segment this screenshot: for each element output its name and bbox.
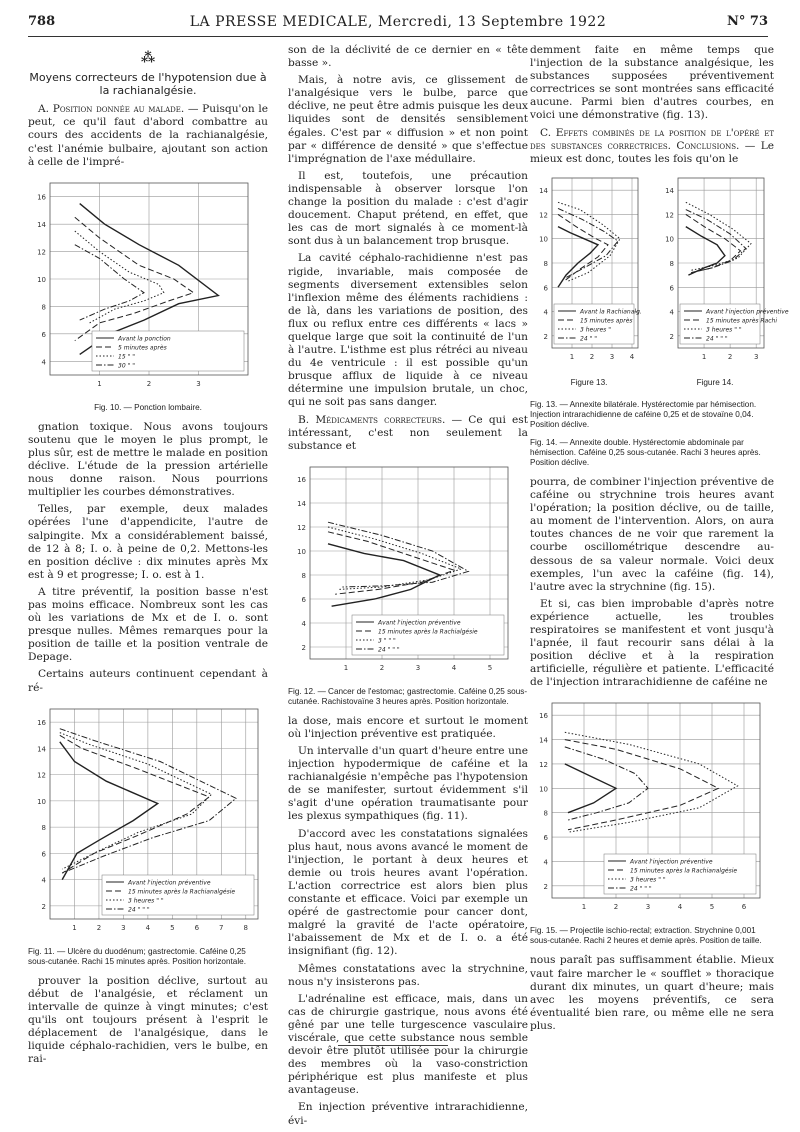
series-line-3: [75, 231, 164, 323]
figure-14-caption: Fig. 14. — Annexite double. Hystérectomie abdominale par hémisection. Caféine 0,25 sous-cutanée. Rachi 3 heures après. Position déclive.: [530, 437, 761, 467]
paragraph: Mais, à notre avis, ce glissement de l'analgésique vers le bulbe, parce que déclive, ne peut être admis puisque les deux liquides sont de densités sensiblement égales. C'est par « diffusion » et non point par « différence de densité » que s'effectue l'imprégnation de l'axe médullaire.: [288, 74, 528, 165]
y-tick-label: 14: [665, 186, 674, 195]
x-tick-label: 2: [146, 379, 152, 388]
page-header: [28, 10, 768, 37]
x-tick-label: 5: [487, 663, 493, 672]
x-tick-label: 5: [170, 923, 175, 932]
x-tick-label: 4: [677, 903, 683, 912]
legend-label: 15 minutes après la Rachianalgésie: [630, 867, 738, 875]
y-tick-label: 4: [41, 358, 46, 367]
y-tick-label: 14: [297, 499, 306, 508]
figure-10-chart: [28, 175, 258, 397]
legend-label: 3 heures ": [580, 326, 611, 334]
legend-label: 15 minutes après Rachi: [706, 317, 778, 325]
series-line-3: [565, 733, 738, 833]
legend-label: Avant l'injection préventive: [128, 879, 211, 887]
figure-12-chart: [288, 459, 518, 681]
y-tick-label: 10: [539, 235, 548, 244]
paragraph: D'accord avec les constatations signalées plus haut, nous avons avancé le moment de l'injection, le portant à deux heures et demie ou trois heures avant l'opération. L'action correctrice est alors bien plus constante et efficace. Voici par exemple un opéré de gastrectomie pour cancer dont, malgré la gravité de l'acte opératoire, l'abaissement de Mx et de I. o. a été insignifiant (fig. 12).: [288, 827, 528, 958]
y-tick-label: 2: [301, 643, 306, 652]
y-tick-label: 14: [37, 745, 46, 753]
legend-label: Avant la ponction: [118, 335, 171, 343]
section-title: Moyens correcteurs de l'hypotension due à la rachianalgésie.: [29, 71, 267, 98]
y-tick-label: 6: [41, 850, 46, 858]
legend-label: 3 heures " ": [630, 876, 666, 884]
y-tick-label: 4: [543, 858, 548, 867]
x-tick-label: 8: [243, 923, 248, 932]
paragraph: A. Position donnée au malade. — Puisqu'on le peut, ce qu'il faut d'abord combattre au cours des accidents de la rachianalgésie, c'est l'anémie bulbaire, ajoutant son action à celle de l'impré-: [28, 103, 268, 168]
y-tick-label: 8: [543, 810, 548, 819]
legend-label: 24 " ": [580, 335, 597, 343]
y-tick-label: 4: [669, 308, 674, 317]
legend-label: 5 minutes après: [118, 344, 167, 352]
column-2: [288, 44, 528, 1132]
y-tick-label: 16: [37, 718, 46, 727]
y-tick-label: 10: [297, 547, 306, 556]
y-tick-label: 6: [543, 284, 548, 293]
figure-11-chart: [28, 701, 268, 941]
paragraph: Certains auteurs continuent cependant à ré-: [28, 668, 268, 694]
paragraph: Telles, par exemple, deux malades opérées l'une d'appendicite, l'autre de salpingite. Mx a considérablement baissé, de 12 à 8; I. o. à peine de 0,2. Mettons-les en position déclive : dix minutes après Mx est à 9 et progresse; I. o. est à 1.: [28, 503, 268, 581]
y-tick-label: 6: [543, 834, 548, 843]
paragraph: En injection préventive intrarachidienne, évi-: [288, 1101, 528, 1127]
series-line-3: [686, 202, 751, 270]
end-rule: [338, 1045, 448, 1046]
y-tick-label: 4: [41, 876, 46, 885]
figure-14-chart: [656, 170, 789, 370]
column-1: [28, 44, 268, 1070]
y-tick-label: 10: [37, 797, 46, 806]
series-line-2: [60, 735, 209, 873]
series-line-2: [328, 532, 454, 594]
series-line-4: [558, 208, 618, 277]
y-tick-label: 10: [539, 785, 548, 794]
figure-13-chart: [530, 170, 648, 370]
x-tick-label: 7: [219, 923, 224, 932]
legend-label: 3 heures " ": [706, 326, 742, 334]
x-tick-label: 3: [415, 663, 421, 672]
legend-label: 24 " " ": [630, 885, 652, 893]
y-tick-label: 6: [41, 330, 46, 339]
legend-label: Avant l'injection préventive: [378, 619, 461, 627]
x-tick-label: 1: [343, 663, 349, 672]
y-tick-label: 6: [301, 595, 306, 604]
y-tick-label: 12: [665, 211, 674, 220]
series-line-4: [75, 244, 144, 319]
paragraph: L'adrénaline est efficace, mais, dans un cas de chirurgie gastrique, nous avons été gêné par une telle turgescence vasculaire viscérale, que cette substance nous semble devoir être plutôt utilisée pour la chirurgie des membres où la vaso-constriction périphérique est plus manifeste et plus avantageuse.: [288, 992, 528, 1097]
y-tick-label: 12: [37, 248, 46, 257]
y-tick-label: 12: [37, 771, 46, 780]
issue-number: N° 73: [727, 14, 768, 29]
x-tick-label: 1: [97, 379, 102, 388]
paragraph: Et si, cas bien improbable d'après notre expérience actuelle, les troubles respiratoires se manifestent et vont jusqu'à l'apnée, il faut recourir sans délai à la position déclive et à la respiration artificielle, régulière et patiente. L'efficacité de l'injection intrarachidienne de caféine ne: [530, 597, 774, 689]
y-tick-label: 12: [539, 761, 548, 770]
paragraph: nous paraît pas suffisamment établie. Mieux vaut faire marcher le « soufflet » thoracique durant dix minutes, un quart d'heure; mais avec les moyens préventifs, ce sera éventualité bien rare, ou même elle ne sera plus.: [530, 954, 774, 1032]
x-tick-label: 3: [645, 903, 651, 912]
page-number: 788: [28, 14, 56, 29]
series-line-2: [565, 740, 719, 830]
x-tick-label: 2: [379, 663, 385, 672]
paragraph: A titre préventif, la position basse n'est pas moins efficace. Nombreux sont les cas où les variations de Mx et de I. o. sont presque nulles. Mêmes remarques pour la position de taille et la position ventrale de Depage.: [28, 585, 268, 664]
y-tick-label: 8: [41, 303, 46, 312]
x-tick-label: 3: [753, 352, 759, 361]
y-tick-label: 4: [543, 308, 548, 317]
column-3: [530, 44, 789, 1037]
figure-13-label: Figure 13.: [570, 377, 608, 387]
y-tick-label: 2: [41, 902, 46, 911]
legend-label: 24 " " ": [378, 646, 400, 654]
x-tick-label: 6: [194, 923, 200, 932]
section-stars: ⁂: [140, 50, 156, 66]
journal-title: LA PRESSE MEDICALE, Mercredi, 13 Septembre 1922: [189, 14, 607, 30]
y-tick-label: 8: [301, 571, 306, 580]
y-tick-label: 14: [37, 220, 46, 229]
y-tick-label: 8: [669, 259, 674, 268]
paragraph: gnation toxique. Nous avons toujours soutenu que le moyen le plus prompt, le plus sûr, est de mettre le malade en position déclive. L'étude de la pression artérielle nous donne raison. Nous pourrions multiplier les courbes démonstratives.: [28, 420, 268, 499]
legend-label: 3 heures " ": [128, 897, 164, 905]
figure-13-caption: Fig. 13. — Annexite bilatérale. Hystérectomie par hémisection. Injection intrarachidienne de caféine 0,25 et de stovaïne 0,04. Position déclive.: [530, 399, 757, 429]
subsection-lead: B. Médicaments correcteurs.: [298, 413, 446, 426]
paragraph: pourra, de combiner l'injection préventive de caféine ou strychnine trois heures avant l'opération; la position déclive, ou de taille, au moment de l'intervention. Alors, on aura toutes chances de ne voir que rarement la courbe oscillométrique descendre au-dessous de sa valeur normale. Voici deux exemples, l'un avec la caféine (fig. 14), l'autre avec la strychnine (fig. 15).: [530, 475, 774, 593]
x-tick-label: 4: [451, 663, 457, 672]
paragraph: C. Effets combinés de la position de l'opéré et des substances correctrices. Conclusions. — Le mieux est donc, toutes les fois qu'on le: [530, 126, 775, 165]
legend-label: 24 " " ": [128, 906, 150, 914]
legend-label: Avant l'injection préventive: [630, 858, 713, 866]
figure-10-caption: Fig. 10. — Ponction lombaire.: [94, 402, 202, 412]
legend-label: 15 minutes après: [580, 317, 633, 325]
x-tick-label: 3: [196, 379, 201, 388]
paragraph: La cavité céphalo-rachidienne n'est pas rigide, invariable, mais composée de segments diversement extensibles selon l'inflexion même des éléments rachidiens : de là, dans les variations de position, des flux ou reflux entre ces différents « lacs » quelque large que soit la continuité de l'un à l'autre. L'isthme est plus rétréci au niveau du 4e ventricule : il est possible qu'un brusque afflux de liquide à ce niveau détermine une impulsion brutale, un choc, qui ne soit pas sans danger.: [288, 252, 528, 409]
y-tick-label: 8: [41, 823, 46, 832]
paragraph: prouver la position déclive, surtout au début de l'analgésie, et réclament un intervalle de quinze à vingt minutes; c'est qu'ils ont toujours présent à l'esprit le déplacement de l'analgésique, dans le liquide céphalo-rachidien, vers le bulbe, en rai-: [28, 974, 268, 1066]
figure-13: [530, 170, 648, 396]
x-tick-label: 3: [609, 352, 615, 361]
legend-label: 15 minutes après la Rachianalgésie: [128, 888, 236, 896]
figure-14: [656, 170, 789, 396]
series-line-2: [558, 214, 608, 281]
x-tick-label: 2: [727, 352, 733, 361]
y-tick-label: 10: [37, 275, 46, 284]
x-tick-label: 4: [145, 923, 151, 932]
legend-label: 3 " " ": [378, 637, 396, 645]
paragraph: Mêmes constatations avec la strychnine, nous n'y insisterons pas.: [288, 962, 528, 988]
subsection-lead: A. Position donnée au malade.: [38, 103, 185, 116]
figure-11-caption: Fig. 11. — Ulcère du duodénum; gastrectomie. Caféine 0,25 sous-cutanée. Rachi 15 minutes après. Position horizontale.: [28, 946, 247, 966]
x-tick-label: 1: [581, 903, 587, 912]
y-tick-label: 14: [539, 186, 548, 195]
figure-15-caption: Fig. 15. — Projectile ischio-rectal; extraction. Strychnine 0,001 sous-cutanée. Rachi 2 heures et demie après. Position de taille.: [530, 926, 762, 946]
paragraph: la dose, mais encore et surtout le moment où l'injection préventive est pratiquée.: [288, 714, 528, 740]
x-tick-label: 2: [96, 923, 102, 932]
x-tick-label: 5: [709, 903, 715, 912]
figure-15-chart: [530, 695, 770, 920]
paragraph: demment faite en même temps que l'injection de la substance analgésique, les substances supposées préventivement correctrices se sont montrées sans efficacité aucune. Parmi bien d'autres courbes, en voici une démonstrative (fig. 13).: [530, 44, 774, 122]
x-tick-label: 3: [121, 923, 126, 932]
legend-label: 15 minutes après la Rachialgésie: [378, 628, 478, 636]
legend-label: 24 " " ": [706, 335, 728, 343]
paragraph: B. Médicaments correcteurs. — Ce qui est intéressant, c'est non seulement la substance et: [288, 413, 528, 452]
y-tick-label: 12: [297, 523, 306, 532]
y-tick-label: 2: [543, 883, 548, 892]
x-tick-label: 1: [569, 352, 575, 361]
legend-label: 15 " ": [118, 353, 135, 361]
y-tick-label: 4: [301, 619, 306, 628]
paragraph: Un intervalle d'un quart d'heure entre une injection hypodermique de caféine et la rachianalgésie n'empêche pas l'hypotension de se manifester, surtout évidemment s'il s'agit d'une opération traumatisante pour les plexus sympathiques (fig. 11).: [288, 745, 528, 823]
y-tick-label: 16: [37, 193, 46, 202]
y-tick-label: 6: [669, 284, 674, 293]
paragraph: Il est, toutefois, une précaution indispensable à observer lorsque l'on change la position du malade : c'est d'agir doucement. Chaput prétend, en effet, que les cas de mort signalés à ce moment-là sont dus à un balancement trop brusque.: [288, 169, 528, 248]
y-tick-label: 10: [665, 235, 674, 244]
legend-label: Avant l'injection préventive: [706, 308, 789, 316]
legend-label: Avant la Rachianalg.: [580, 308, 642, 316]
y-tick-label: 16: [539, 712, 548, 721]
figure-14-label: Figure 14.: [696, 377, 734, 387]
y-tick-label: 2: [543, 332, 548, 341]
y-tick-label: 16: [297, 475, 306, 484]
y-tick-label: 12: [539, 211, 548, 220]
figures-13-14: [530, 170, 789, 396]
x-tick-label: 4: [629, 352, 635, 361]
x-tick-label: 2: [613, 903, 619, 912]
figure-12-caption: Fig. 12. — Cancer de l'estomac; gastrectomie. Caféine 0,25 sous-cutanée. Rachistovaïne 3 heures après. Position horizontale.: [288, 686, 528, 706]
y-tick-label: 14: [539, 737, 548, 745]
x-tick-label: 6: [741, 903, 747, 912]
x-tick-label: 2: [589, 352, 595, 361]
y-tick-label: 8: [543, 259, 548, 268]
series-line-1: [686, 226, 725, 275]
y-tick-label: 2: [669, 332, 674, 341]
paragraph: son de la déclivité de ce dernier en « tête basse ».: [288, 44, 528, 70]
x-tick-label: 1: [72, 923, 77, 932]
legend-label: 30 " ": [118, 362, 135, 370]
x-tick-label: 1: [701, 352, 707, 361]
subsection-lead: C. Effets combinés de la position de l'opéré et des substances correctrices. Conclusions.: [530, 126, 774, 152]
